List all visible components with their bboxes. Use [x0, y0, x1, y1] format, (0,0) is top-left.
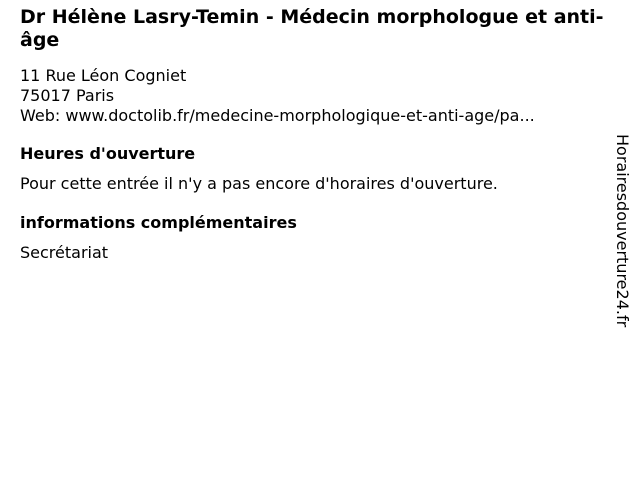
business-card [20, 6, 610, 263]
opening-hours-text: Pour cette entrée il n'y a pas encore d'horaires d'ouverture. [20, 174, 498, 193]
site-watermark: Horairesdouverture24.fr [613, 134, 632, 328]
additional-info-heading: informations complémentaires [20, 213, 297, 232]
city-postcode: 75017 Paris [20, 86, 115, 105]
additional-info-text: Secrétariat [20, 243, 109, 262]
address-block [20, 66, 610, 126]
street-address: 11 Rue Léon Cogniet [20, 66, 187, 85]
website-line: Web: www.doctolib.fr/medecine-morphologique-et-anti-age/pa... [20, 106, 535, 125]
business-title: Dr Hélène Lasry-Temin - Médecin morphologue et anti-âge [20, 6, 604, 51]
opening-hours-heading: Heures d'ouverture [20, 144, 196, 163]
